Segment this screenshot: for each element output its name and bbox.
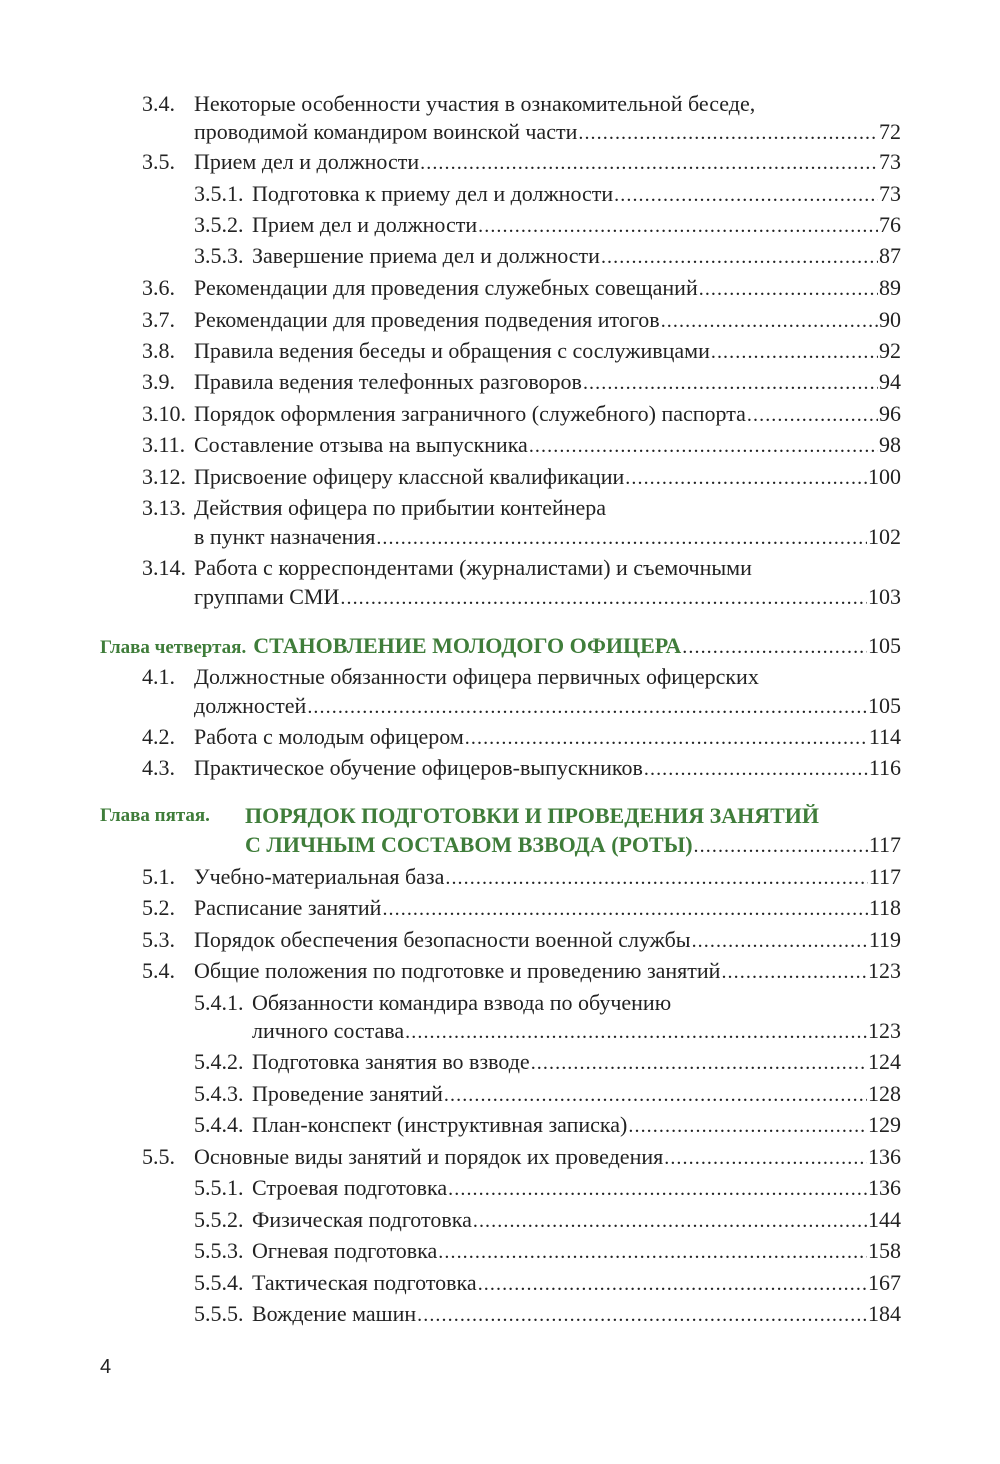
- toc-leader: [465, 723, 868, 754]
- toc-title: План-конспект (инструктивная записка): [252, 1109, 628, 1140]
- toc-title-line2: в пункт назначения: [194, 521, 376, 552]
- toc-entry: [194, 1046, 901, 1077]
- toc-number: 5.4.3.: [194, 1081, 244, 1106]
- toc-entry: [142, 429, 901, 460]
- toc-leader: [405, 1017, 867, 1048]
- toc-number: 5.2.: [142, 895, 175, 920]
- toc-page: 114: [868, 721, 901, 752]
- toc-page: 184: [867, 1298, 901, 1329]
- toc-leader: [531, 1048, 867, 1079]
- toc-leader: [692, 926, 868, 957]
- toc-leader: [699, 274, 878, 305]
- toc-page: 90: [878, 304, 901, 335]
- toc-number: 4.3.: [142, 755, 175, 780]
- toc-title-line1: Некоторые особенности участия в ознакомительной беседе,: [194, 91, 756, 116]
- toc-entry: [142, 721, 901, 752]
- toc-entry: [142, 461, 901, 492]
- toc-number: 3.13.: [142, 495, 186, 520]
- toc-number: 3.7.: [142, 307, 175, 332]
- toc-leader: [628, 1111, 867, 1142]
- toc-number: 5.5.3.: [194, 1238, 244, 1263]
- toc-number: 3.5.: [142, 149, 175, 174]
- toc-title: Присвоение офицеру классной квалификации: [194, 461, 625, 492]
- toc-entry: [194, 1109, 901, 1140]
- toc-entry: [142, 398, 901, 429]
- toc-number: 3.14.: [142, 555, 186, 580]
- toc-title: Расписание занятий: [194, 892, 382, 923]
- toc-title: Прием дел и должности: [194, 146, 420, 177]
- toc-leader: [376, 523, 867, 554]
- toc-number: 5.5.2.: [194, 1207, 244, 1232]
- toc-page: 116: [868, 752, 901, 783]
- toc-title: Учебно-материальная база: [194, 861, 445, 892]
- toc-title: Прием дел и должности: [252, 209, 478, 240]
- toc-number: 5.4.1.: [194, 990, 244, 1015]
- toc-page: 136: [867, 1141, 901, 1172]
- toc-leader: [661, 306, 878, 337]
- toc-number: 3.4.: [142, 91, 175, 116]
- toc-title: Подготовка к приему дел и должности: [252, 178, 614, 209]
- toc-title: Строевая подготовка: [252, 1172, 448, 1203]
- toc-title-line2: проводимой командиром воинской части: [194, 116, 578, 147]
- toc-number: 5.5.: [142, 1144, 175, 1169]
- toc-leader: [644, 754, 868, 785]
- toc-page: 119: [868, 924, 901, 955]
- toc-title: Подготовка занятия во взводе: [252, 1046, 531, 1077]
- toc-title-line1: Обязанности командира взвода по обучению: [252, 990, 672, 1015]
- toc-page: 103: [867, 581, 901, 612]
- toc-entry: [142, 366, 901, 397]
- toc-leader: [529, 431, 878, 462]
- toc-chapter-heading: [100, 630, 901, 661]
- toc-page: 96: [878, 398, 901, 429]
- toc-entry: [142, 88, 901, 148]
- toc-page: 87: [878, 240, 901, 271]
- toc-leader: [625, 463, 867, 494]
- toc-page: 144: [867, 1204, 901, 1235]
- toc-title: Вождение машин: [252, 1298, 417, 1329]
- toc-entry: [194, 1204, 901, 1235]
- toc-page: 128: [867, 1078, 901, 1109]
- toc-entry: [142, 955, 901, 986]
- toc-page: 73: [878, 146, 901, 177]
- toc-title: Составление отзыва на выпускника: [194, 429, 529, 460]
- toc-entry: [194, 1298, 901, 1329]
- toc-leader: [578, 118, 878, 149]
- toc-page: 94: [878, 366, 901, 397]
- toc-title: Рекомендации для проведения подведения итогов: [194, 304, 661, 335]
- toc-title-line2: личного состава: [252, 1015, 405, 1046]
- toc-entry: [142, 492, 901, 552]
- toc-number: 5.4.4.: [194, 1112, 244, 1137]
- toc-title-line2: группами СМИ: [194, 581, 340, 612]
- toc-leader: [711, 337, 878, 368]
- toc-number: 5.4.: [142, 958, 175, 983]
- toc-page: 158: [867, 1235, 901, 1266]
- toc-page: 118: [868, 892, 901, 923]
- toc-entry: [142, 752, 901, 783]
- chapter-label: Глава пятая.: [100, 805, 210, 826]
- toc-leader: [448, 1174, 867, 1205]
- toc-page: 72: [878, 116, 901, 147]
- toc-title: Порядок обеспечения безопасности военной службы: [194, 924, 692, 955]
- toc-title-line1: Должностные обязанности офицера первичных офицерских: [194, 664, 759, 689]
- toc-title: Порядок оформления заграничного (служебного) паспорта: [194, 398, 747, 429]
- page-number: 4: [100, 1356, 112, 1378]
- toc-entry: [194, 987, 901, 1047]
- toc-title: Общие положения по подготовке и проведению занятий: [194, 955, 721, 986]
- toc-leader: [445, 863, 867, 894]
- toc-number: 3.5.1.: [194, 181, 244, 206]
- toc-leader: [694, 831, 868, 862]
- toc-title: Правила ведения телефонных разговоров: [194, 366, 583, 397]
- toc-chapter-heading: [100, 800, 901, 860]
- toc-leader: [747, 400, 878, 431]
- toc-entry: [142, 272, 901, 303]
- toc-entry: [194, 1235, 901, 1266]
- toc-entry: [142, 861, 901, 892]
- toc-page: 123: [867, 955, 901, 986]
- toc-entry: [142, 892, 901, 923]
- toc-leader: [614, 180, 878, 211]
- toc-entry: [194, 1172, 901, 1203]
- toc-entry: [142, 146, 901, 177]
- toc-leader: [382, 894, 867, 925]
- toc-entry: [194, 209, 901, 240]
- toc-leader: [478, 1269, 867, 1300]
- toc-page: 124: [867, 1046, 901, 1077]
- toc-title: Практическое обучение офицеров-выпускников: [194, 752, 644, 783]
- toc-page: 98: [878, 429, 901, 460]
- toc-entry: [194, 240, 901, 271]
- toc-number: 4.2.: [142, 724, 175, 749]
- toc-title: Рекомендации для проведения служебных совещаний: [194, 272, 699, 303]
- toc-page: 73: [878, 178, 901, 209]
- toc-number: 3.6.: [142, 275, 175, 300]
- toc-leader: [307, 692, 867, 723]
- toc-number: 5.4.2.: [194, 1049, 244, 1074]
- toc-title: Правила ведения беседы и обращения с сослуживцами: [194, 335, 711, 366]
- chapter-title-line1: ПОРЯДОК ПОДГОТОВКИ И ПРОВЕДЕНИЯ ЗАНЯТИЙ: [245, 803, 820, 828]
- toc-leader: [444, 1080, 867, 1111]
- toc-leader: [478, 211, 878, 242]
- toc-leader: [601, 242, 878, 273]
- toc-page: 167: [867, 1267, 901, 1298]
- toc-title: Основные виды занятий и порядок их проведения: [194, 1141, 664, 1172]
- toc-title: Проведение занятий: [252, 1078, 444, 1109]
- toc-page: 92: [878, 335, 901, 366]
- toc-entry: [142, 335, 901, 366]
- toc-number: 3.5.2.: [194, 212, 244, 237]
- toc-page: 105: [867, 630, 901, 661]
- toc-number: 3.8.: [142, 338, 175, 363]
- toc-entry: [194, 1267, 901, 1298]
- toc-leader: [420, 148, 878, 179]
- toc-entry: [142, 661, 901, 721]
- toc-page: 129: [867, 1109, 901, 1140]
- chapter-title: СТАНОВЛЕНИЕ МОЛОДОГО ОФИЦЕРА: [247, 630, 682, 661]
- toc-number: 3.11.: [142, 432, 186, 457]
- toc-number: 3.12.: [142, 464, 186, 489]
- toc-page: 136: [867, 1172, 901, 1203]
- toc-leader: [473, 1206, 867, 1237]
- toc-title: Завершение приема дел и должности: [252, 240, 601, 271]
- toc-number: 3.10.: [142, 401, 186, 426]
- toc-entry: [194, 1078, 901, 1109]
- toc-number: 5.5.4.: [194, 1270, 244, 1295]
- toc-page: 123: [867, 1015, 901, 1046]
- toc-leader: [417, 1300, 867, 1331]
- toc-page: 100: [867, 461, 901, 492]
- toc-page: 105: [867, 690, 901, 721]
- toc-title: Тактическая подготовка: [252, 1267, 478, 1298]
- toc-number: 3.9.: [142, 369, 175, 394]
- toc-title: Огневая подготовка: [252, 1235, 438, 1266]
- toc-page: 117: [868, 861, 901, 892]
- chapter-title-line2: С ЛИЧНЫМ СОСТАВОМ ВЗВОДА (РОТЫ): [245, 829, 694, 860]
- toc-leader: [438, 1237, 867, 1268]
- toc-number: 5.5.1.: [194, 1175, 244, 1200]
- toc-title-line1: Действия офицера по прибытии контейнера: [194, 495, 607, 520]
- toc-entry: [142, 1141, 901, 1172]
- toc-title: Физическая подготовка: [252, 1204, 473, 1235]
- toc-number: 4.1.: [142, 664, 175, 689]
- chapter-label: Глава четвертая.: [100, 632, 247, 663]
- toc-title-line2: должностей: [194, 690, 307, 721]
- toc-entry: [142, 304, 901, 335]
- toc-leader: [340, 583, 867, 614]
- toc-number: 3.5.3.: [194, 243, 244, 268]
- toc-number: 5.5.5.: [194, 1301, 244, 1326]
- toc-page: 102: [867, 521, 901, 552]
- toc-leader: [682, 632, 867, 663]
- toc-page: 117: [868, 829, 901, 860]
- toc-leader: [664, 1143, 867, 1174]
- toc-page: 89: [878, 272, 901, 303]
- toc-entry: [142, 552, 901, 612]
- toc-page: 76: [878, 209, 901, 240]
- toc-number: 5.1.: [142, 864, 175, 889]
- toc-entry: [142, 924, 901, 955]
- toc-number: 5.3.: [142, 927, 175, 952]
- toc-leader: [721, 957, 867, 988]
- toc-leader: [583, 368, 878, 399]
- toc-title: Работа с молодым офицером: [194, 721, 465, 752]
- toc-entry: [194, 178, 901, 209]
- toc-title-line1: Работа с корреспондентами (журналистами) и съемочными: [194, 555, 752, 580]
